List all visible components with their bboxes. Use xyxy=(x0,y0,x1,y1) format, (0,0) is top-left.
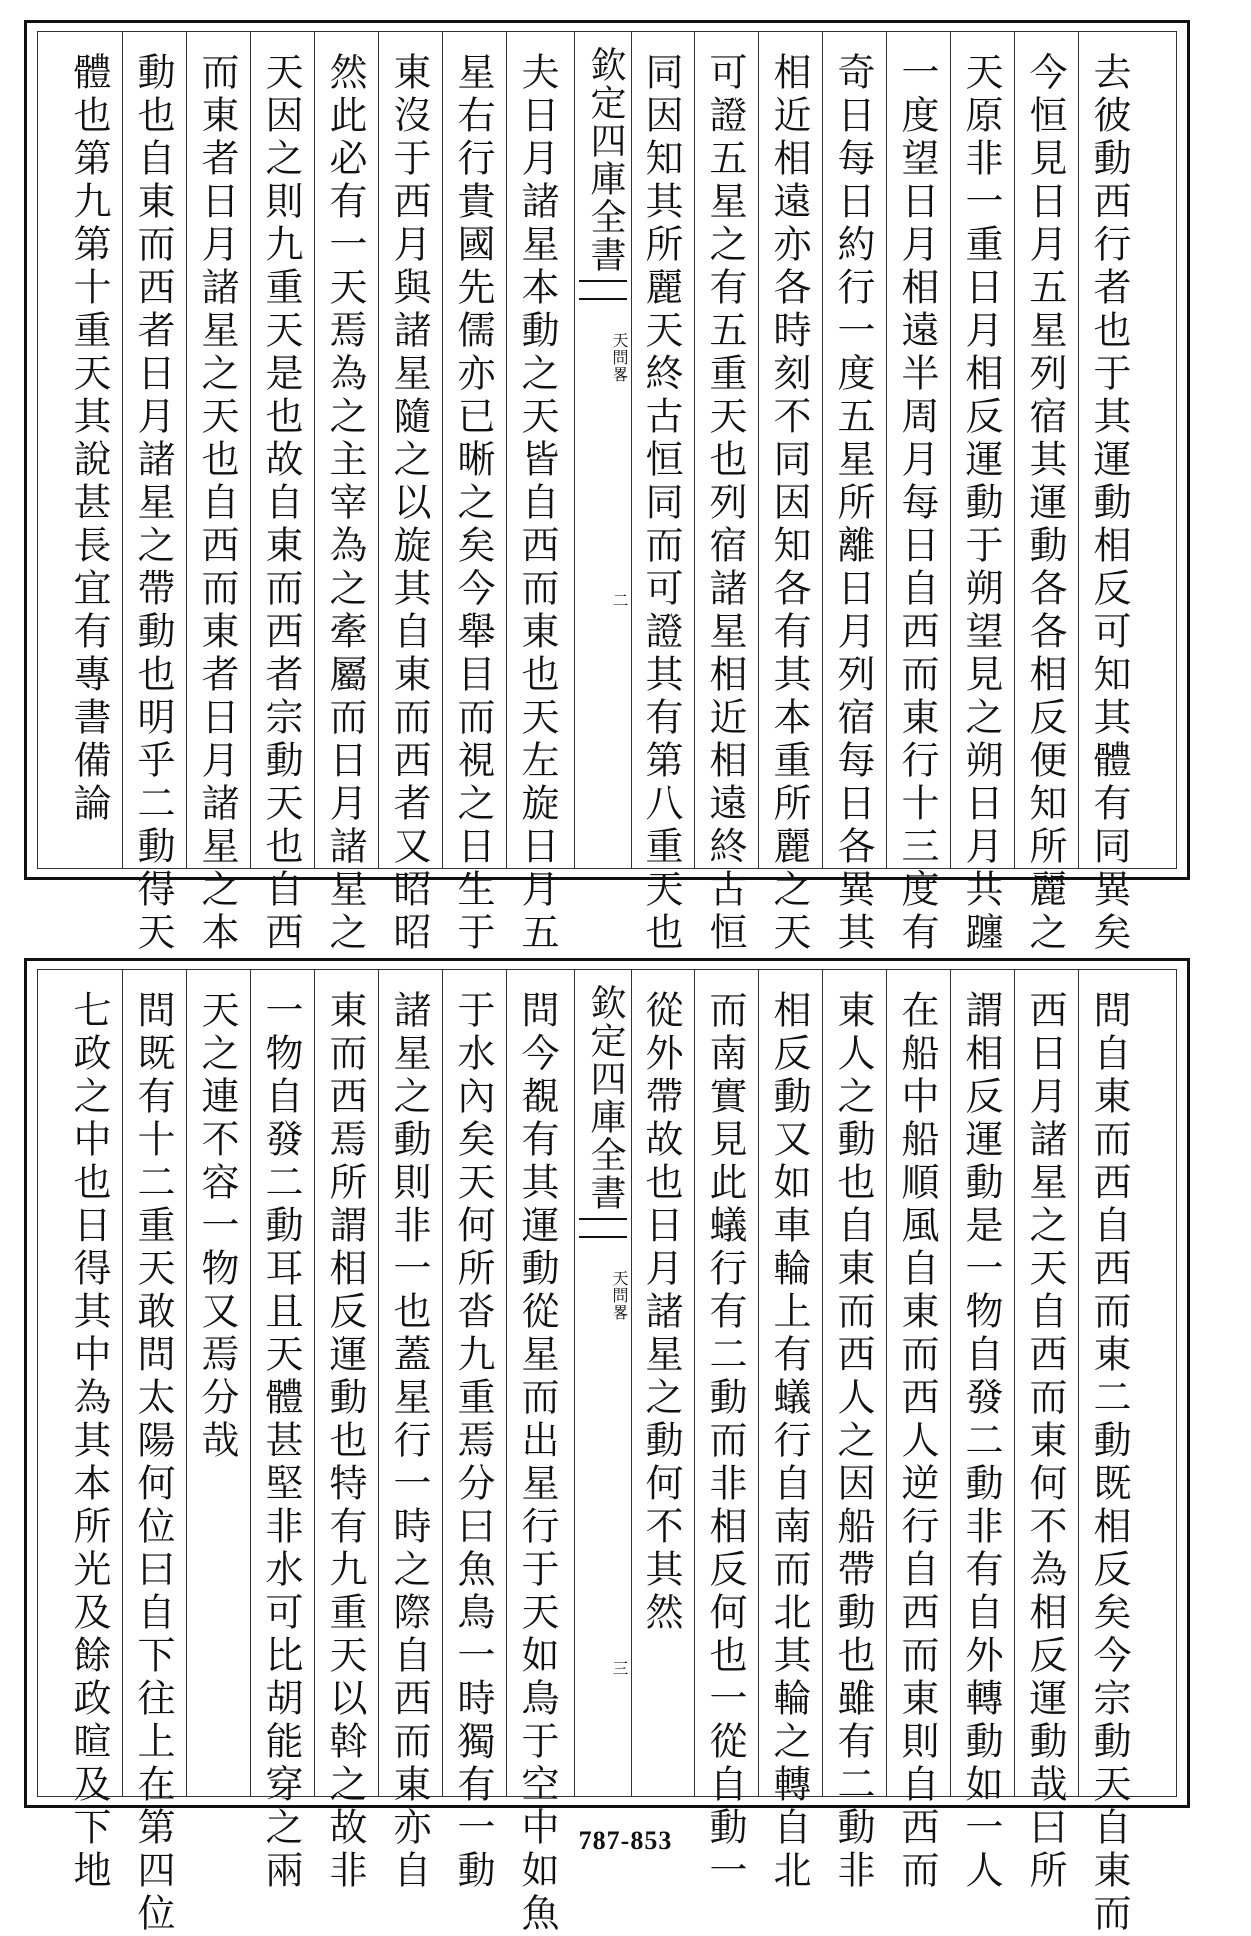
text-column: 七政之中也日得其中為其本所光及餘政暄及下地 xyxy=(67,990,111,1893)
page-number: 二 xyxy=(610,592,629,608)
text-column: 于水內矣天何所沓九重焉分曰魚鳥一時獨有一動 xyxy=(451,990,495,1893)
text-column: 同因知其所麗天終古恒同而可證其有第八重天也 xyxy=(639,52,683,955)
text-column: 相反動又如車輪上有蟻行自南而北其輪之轉自北 xyxy=(767,990,811,1893)
text-column: 一度望日月相遠半周月每日自西而東行十三度有 xyxy=(895,52,939,955)
chapter-title: 天問畧 xyxy=(610,1270,629,1321)
text-column: 天原非一重日月相反運動于朔望見之朔日月共躔 xyxy=(959,52,1003,955)
text-column: 從外帶故也日月諸星之動何不其然 xyxy=(639,990,683,1635)
text-column: 今恒見日月五星列宿其運動各各相反便知所麗之 xyxy=(1023,52,1067,955)
text-column: 在船中船順風自東而西人逆行自西而東則自西而 xyxy=(895,990,939,1893)
text-column: 一物自發二動耳且天體甚堅非水可比胡能穿之兩 xyxy=(259,990,303,1893)
text-column: 可證五星之有五重天也列宿諸星相近相遠終古恒 xyxy=(703,52,747,955)
center-fold xyxy=(574,970,632,1796)
text-column: 東而西焉所謂相反運動也特有九重天以斡之故非 xyxy=(323,990,367,1893)
text-column: 問自東而西自西而東二動既相反矣今宗動天自東而 xyxy=(1087,990,1131,1936)
text-column: 去彼動西行者也于其運動相反可知其體有同異矣 xyxy=(1087,52,1131,955)
text-column: 奇日每日約行一度五星所離日月列宿每日各異其 xyxy=(831,52,875,955)
text-column: 而東者日月諸星之天也自西而東者日月諸星之本 xyxy=(195,52,239,955)
text-column: 西日月諸星之天自西而東何不為相反運動哉曰所 xyxy=(1023,990,1067,1893)
text-column: 謂相反運動是一物自發二動非有自外轉動如一人 xyxy=(959,990,1003,1893)
upper-page-frame xyxy=(37,31,1177,955)
upper-page xyxy=(24,20,1190,955)
library-title: 欽定四庫全書 xyxy=(585,984,626,1212)
text-column: 天因之則九重天是也故自東而西者宗動天也自西 xyxy=(259,52,303,955)
footer-page-code: 787-853 xyxy=(578,1826,673,1855)
text-column: 然此必有一天焉為之主宰為之牽屬而日月諸星之 xyxy=(323,52,367,955)
fish-tail-mark xyxy=(579,280,627,300)
text-column: 東沒于西月與諸星隨之以旋其自東而西者又昭昭 xyxy=(387,52,431,955)
text-column: 諸星之動則非一也蓋星行一時之際自西而東亦自 xyxy=(387,990,431,1893)
text-column: 天之連不容一物又焉分哉 xyxy=(195,990,239,1463)
center-fold xyxy=(574,32,632,868)
fish-tail-mark xyxy=(579,1218,627,1238)
text-column: 夫日月諸星本動之天皆自西而東也天左旋日月五 xyxy=(515,52,559,955)
chapter-title: 天問畧 xyxy=(610,332,629,383)
page-number: 三 xyxy=(610,1660,629,1676)
library-title: 欽定四庫全書 xyxy=(585,46,626,274)
text-column: 而南實見此蟻行有二動而非相反何也一從自動一 xyxy=(703,990,747,1893)
text-column: 東人之動也自東而西人之因船帶動也雖有二動非 xyxy=(831,990,875,1893)
text-column: 動也自東而西者日月諸星之帶動也明乎二動得天 xyxy=(131,52,175,955)
text-column: 相近相遠亦各時刻不同因知各有其本重所麗之天 xyxy=(767,52,811,955)
text-column: 問今覩有其運動從星而出星行于天如鳥于空中如魚 xyxy=(515,990,559,1936)
text-column: 體也第九第十重天其說甚長宜有專書備論 xyxy=(67,52,111,826)
text-column: 星右行貴國先儒亦已晰之矣今舉目而視之日生于 xyxy=(451,52,495,955)
text-column: 問既有十二重天敢問太陽何位曰自下往上在第四位 xyxy=(131,990,175,1936)
